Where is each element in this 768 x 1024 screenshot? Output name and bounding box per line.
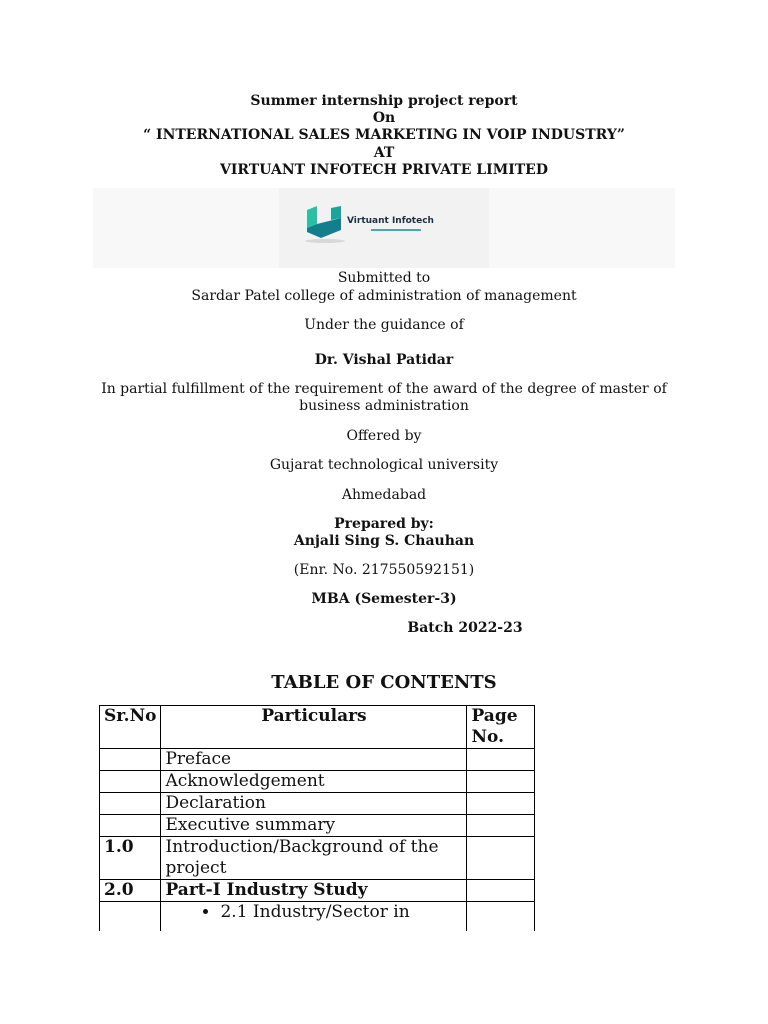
toc-sr [100,771,161,793]
at-label: AT [373,145,395,161]
toc-page [467,771,535,793]
page-bottom-margin [0,931,768,1024]
project-title: “ INTERNATIONAL SALES MARKETING IN VOIP INDUSTRY” [143,127,625,143]
toc-particular: Part-I Industry Study [161,880,467,902]
cube-logo-icon [301,204,347,244]
list-item: • 2.1 Industry/Sector in [220,902,462,923]
toc-page [467,815,535,837]
table-row [100,749,535,771]
toc-particular: Declaration [161,793,467,815]
toc-sr: 2.0 [100,880,161,902]
sub-item-list [165,902,462,923]
table-row [100,815,535,837]
logo-tagline-bar [371,229,421,231]
logo-wordmark: Virtuant Infotech [347,216,434,226]
toc-header-row [100,706,535,749]
header-sr-no: Sr.No [100,706,161,749]
table-row [100,793,535,815]
toc-particular-sub [161,902,467,932]
on-label: On [372,110,396,126]
guidance-label: Under the guidance of [304,317,464,333]
guide-name: Dr. Vishal Patidar [314,352,454,368]
table-row [100,902,535,932]
toc-particular: Acknowledgement [161,771,467,793]
toc-page [467,880,535,902]
submitted-to-label: Submitted to [337,270,431,286]
header-page-no: Page No. [467,706,535,749]
toc-particular: Executive summary [161,815,467,837]
toc-page [467,749,535,771]
prepared-by-label: Prepared by: [334,516,434,532]
toc-sr [100,815,161,837]
company-name: VIRTUANT INFOTECH PRIVATE LIMITED [220,162,548,178]
row-spacer [165,923,462,931]
toc-sr [100,902,161,932]
toc-particular: Preface [161,749,467,771]
toc-page [467,837,535,880]
company-logo [279,188,489,268]
toc-sr: 1.0 [100,837,161,880]
offered-by-label: Offered by [346,428,422,444]
university-name: Gujarat technological university [269,457,499,473]
report-type: Summer internship project report [250,93,518,109]
author-name: Anjali Sing S. Chauhan [293,533,475,549]
college-name: Sardar Patel college of administration of management [191,288,577,304]
enrollment-number: (Enr. No. 217550592151) [293,562,475,578]
city-name: Ahmedabad [341,487,427,503]
program-name: MBA (Semester-3) [311,591,457,607]
toc-title: TABLE OF CONTENTS [271,672,497,693]
toc-table [99,705,535,932]
batch-label: Batch 2022-23 [407,620,523,636]
header-particulars: Particulars [161,706,467,749]
fulfillment-line-2: business administration [299,398,469,414]
toc-page [467,902,535,932]
table-row [100,880,535,902]
fulfillment-line-1: In partial fulfillment of the requirement of the award of the degree of master of [101,381,667,397]
toc-page [467,793,535,815]
toc-sr [100,749,161,771]
table-row [100,771,535,793]
toc-sr [100,793,161,815]
table-row [100,837,535,880]
toc-particular: Introduction/Background of the project [161,837,467,880]
